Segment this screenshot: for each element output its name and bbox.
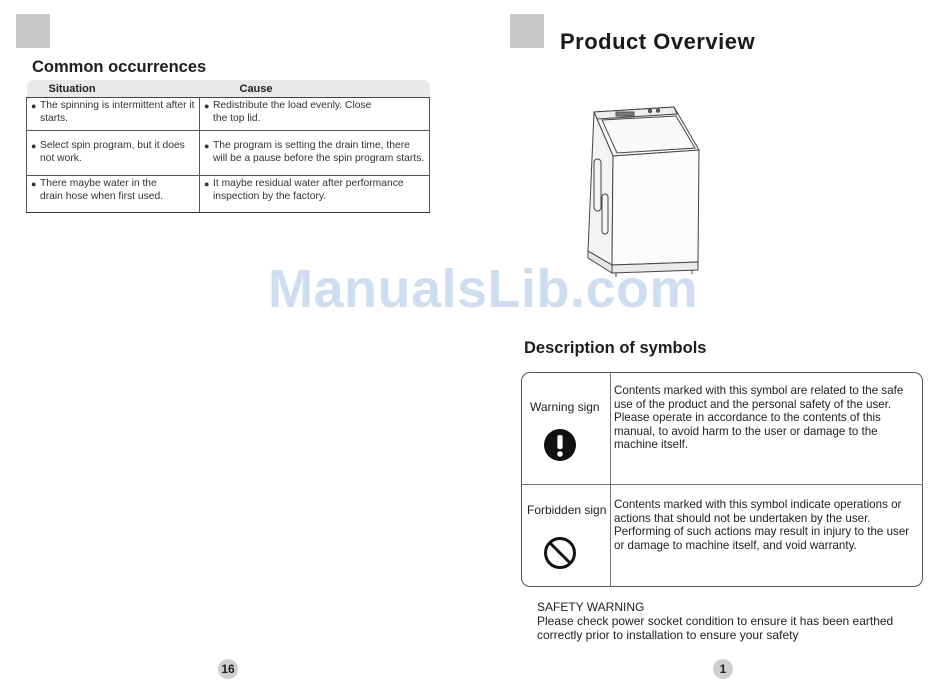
warning-sign-description: Contents marked with this symbol are related to the safe use of the product and the personal safety of the user. Please operate in accordance to the contents of this manual, to avoid harm to the user or damage to the machine itself.: [614, 384, 904, 452]
bullet-icon: ●: [204, 141, 210, 152]
cause-cell: ● It maybe residual water after performance inspection by the factory.: [200, 176, 430, 213]
page-number-right: 1: [713, 659, 733, 679]
bullet-icon: ●: [204, 179, 210, 190]
safety-warning-text: Please check power socket condition to ensure it has been earthed: [537, 614, 894, 628]
bullet-icon: ●: [31, 179, 37, 190]
bullet-icon: ●: [31, 141, 37, 152]
symbols-table-divider: [610, 372, 611, 587]
section-marker-square: [16, 14, 50, 48]
bullet-icon: ●: [31, 101, 37, 111]
table-row: [27, 98, 430, 131]
warning-sign-label: Warning sign: [530, 400, 600, 414]
situation-cell: ● There maybe water in the drain hose when first used.: [27, 176, 200, 213]
washing-machine-illustration: [580, 104, 705, 279]
safety-warning-heading: SAFETY WARNING: [537, 600, 645, 614]
exclamation-circle-icon: [543, 428, 577, 462]
table-row: [27, 176, 430, 213]
prohibited-icon: [543, 536, 577, 570]
product-overview-title: Product Overview: [560, 29, 756, 54]
safety-warning: [537, 600, 893, 642]
table-row: [27, 130, 430, 176]
watermark-text: ManualsLib.com: [268, 259, 699, 319]
safety-warning-text: correctly prior to installation to ensure your safety: [537, 628, 799, 642]
common-occurrences-title: Common occurrences: [32, 58, 207, 76]
header-cause: Cause: [200, 80, 430, 98]
section-marker-square: [510, 14, 544, 48]
cause-cell: ● The program is setting the drain time, there will be a pause before the spin program starts.: [200, 130, 430, 176]
situation-cell: ● The spinning is intermittent after it starts.: [27, 98, 200, 131]
situation-cell: ● Select spin program, but it does not work.: [27, 130, 200, 176]
common-occurrences-table: [26, 80, 430, 213]
forbidden-sign-description: Contents marked with this symbol indicate operations or actions that should not be undertaken by the user. Performing of such actions may result in injury to the user or damage to machine itself, and void warranty.: [614, 498, 910, 552]
symbols-table-divider: [521, 484, 923, 485]
forbidden-sign-label: Forbidden sign: [527, 503, 607, 517]
description-of-symbols-title: Description of symbols: [524, 339, 707, 357]
cause-cell: ● Redistribute the load evenly. Close the top lid.: [200, 98, 430, 131]
page-number-left: 16: [218, 659, 238, 679]
header-situation: Situation: [27, 80, 200, 98]
table-header-row: [27, 80, 430, 98]
bullet-icon: ●: [204, 101, 210, 111]
